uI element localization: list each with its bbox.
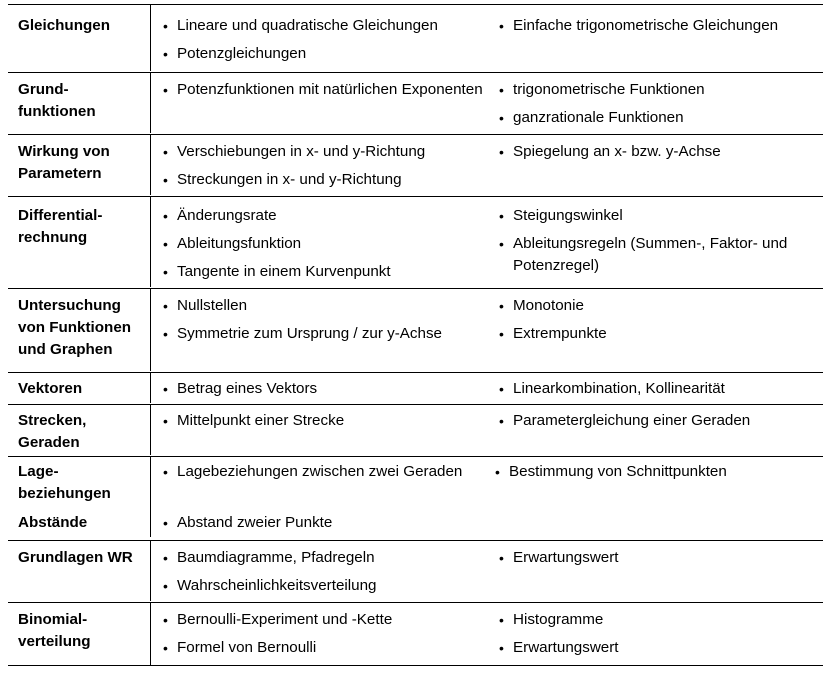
list-item: • ganzrationale Funktionen	[499, 109, 684, 126]
list-item: • Potenzfunktionen mit natürlichen Exponenten	[163, 81, 483, 98]
list-item: • Histogramme	[499, 611, 604, 628]
list-item: • Verschiebungen in x- und y-Richtung	[163, 143, 426, 160]
list-item: • Linearkombination, Kollinearität	[499, 380, 725, 397]
list-item: • Ableitungsregeln (Summen-, Faktor- und Potenzregel)	[499, 235, 788, 274]
row-heading: Wirkung von Parametern	[18, 143, 110, 182]
list-item: • Mittelpunkt einer Strecke	[163, 412, 345, 429]
table-row	[8, 508, 823, 538]
list-item: • trigonometrische Funktionen	[499, 81, 705, 98]
table-row	[8, 288, 823, 371]
table-row	[8, 372, 823, 403]
list-item: • Streckungen in x- und y-Richtung	[163, 171, 402, 188]
list-item: • Erwartungswert	[499, 549, 619, 566]
table-row	[8, 4, 823, 71]
list-item: • Lineare und quadratische Gleichungen	[163, 17, 438, 34]
row-heading: Differential- rechnung	[18, 207, 103, 246]
list-item: • Parametergleichung einer Geraden	[499, 412, 751, 429]
list-item: • Extrempunkte	[499, 325, 607, 342]
row-heading: Strecken, Geraden	[18, 412, 87, 451]
row-heading: Grund- funktionen	[18, 81, 96, 120]
list-item: • Baumdiagramme, Pfadregeln	[163, 549, 375, 566]
table-row	[8, 456, 823, 507]
list-item: • Abstand zweier Punkte	[163, 514, 333, 531]
list-item: • Bernoulli-Experiment und -Kette	[163, 611, 393, 628]
list-item: • Ableitungsfunktion	[163, 235, 302, 252]
row-heading: Untersuchung von Funktionen und Graphen	[18, 297, 132, 358]
table-row	[8, 72, 823, 133]
table-row	[8, 540, 823, 601]
table-row	[8, 196, 823, 287]
list-item: • Steigungswinkel	[499, 207, 623, 224]
list-item: • Spiegelung an x- bzw. y-Achse	[499, 143, 721, 160]
list-item: • Symmetrie zum Ursprung / zur y-Achse	[163, 325, 443, 342]
list-item: • Lagebeziehungen zwischen zwei Geraden	[163, 463, 463, 480]
row-heading: Vektoren	[18, 380, 83, 397]
list-item: • Potenzgleichungen	[163, 45, 307, 62]
list-item: • Tangente in einem Kurvenpunkt	[163, 263, 391, 280]
table-row	[8, 134, 823, 195]
row-heading: Gleichungen	[18, 17, 110, 34]
row-heading: Lage- beziehungen	[18, 463, 111, 502]
row-heading: Grundlagen WR	[18, 549, 133, 566]
list-item: • Nullstellen	[163, 297, 248, 314]
list-item: • Monotonie	[499, 297, 584, 314]
list-item: • Einfache trigonometrische Gleichungen	[499, 17, 779, 34]
list-item: • Änderungsrate	[163, 207, 277, 224]
list-item: • Formel von Bernoulli	[163, 639, 317, 656]
list-item: • Erwartungswert	[499, 639, 619, 656]
list-item: • Bestimmung von Schnittpunkten	[495, 463, 727, 480]
list-item: • Wahrscheinlichkeitsverteilung	[163, 577, 377, 594]
table-row	[8, 602, 823, 666]
table-row	[8, 404, 823, 455]
row-heading: Abstände	[18, 514, 88, 531]
row-heading: Binomial- verteilung	[18, 611, 91, 650]
list-item: • Betrag eines Vektors	[163, 380, 318, 397]
